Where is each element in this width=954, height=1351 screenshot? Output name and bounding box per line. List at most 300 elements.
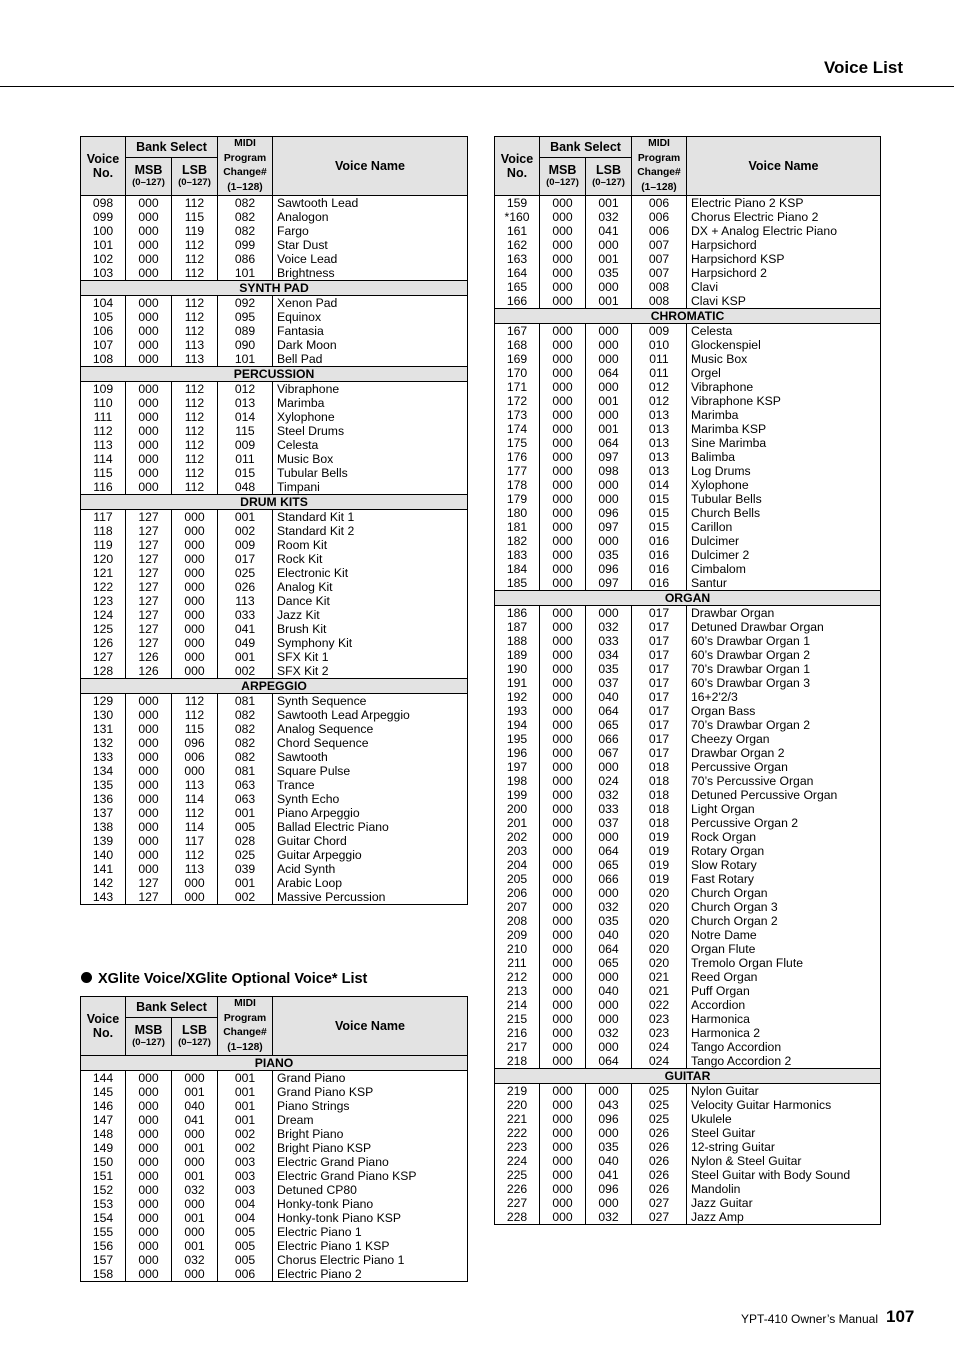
program-change-cell: 006 [218,1267,273,1282]
program-change-cell: 006 [632,224,687,238]
lsb-cell: 024 [586,774,632,788]
voice-no-cell: 139 [81,834,126,848]
voice-no-cell: *160 [495,210,540,224]
voice-name-cell: Sawtooth Lead Arpeggio [273,708,468,722]
program-change-cell: 017 [632,718,687,732]
program-change-cell: 026 [632,1168,687,1182]
voice-no-cell: 200 [495,802,540,816]
lsb-cell: 000 [586,606,632,621]
program-change-cell: 008 [632,294,687,309]
msb-cell: 000 [540,788,586,802]
voice-name-cell: Arabic Loop [273,876,468,890]
program-change-cell: 012 [632,394,687,408]
voice-name-header: Voice Name [273,997,468,1056]
manual-title: YPT-410 Owner’s Manual [741,1312,878,1326]
table-row [81,196,468,211]
voice-no-cell: 180 [495,506,540,520]
voice-name-cell: Room Kit [273,538,468,552]
program-change-cell: 013 [632,450,687,464]
voice-name-cell: Church Organ 2 [687,914,881,928]
voice-no-cell: 120 [81,552,126,566]
lsb-cell: 035 [586,548,632,562]
msb-cell: 000 [540,746,586,760]
program-change-cell: 022 [632,998,687,1012]
voice-no-cell: 217 [495,1040,540,1054]
program-change-cell: 086 [218,252,273,266]
table-row [495,760,881,774]
voice-no-cell: 164 [495,266,540,280]
voice-no-cell: 126 [81,636,126,650]
lsb-cell: 000 [172,1127,218,1141]
msb-cell: 127 [126,636,172,650]
voice-name-cell: Chorus Electric Piano 2 [687,210,881,224]
voice-name-cell: Tubular Bells [273,466,468,480]
msb-cell: 000 [540,380,586,394]
table-row [495,984,881,998]
program-change-cell: 025 [218,848,273,862]
voice-no-cell: 218 [495,1054,540,1069]
lsb-cell: 000 [172,1225,218,1239]
voice-no-cell: 220 [495,1098,540,1112]
msb-cell: 000 [126,480,172,495]
voice-no-cell: 098 [81,196,126,211]
program-change-cell: 010 [632,338,687,352]
msb-cell: 000 [540,844,586,858]
table-row [81,1085,468,1099]
voice-no-cell: 203 [495,844,540,858]
program-change-cell: 001 [218,510,273,525]
voice-name-cell: Jazz Kit [273,608,468,622]
voice-name-cell: Marimba [687,408,881,422]
program-change-cell: 008 [632,280,687,294]
voice-no-cell: 109 [81,382,126,397]
voice-no-cell: 155 [81,1225,126,1239]
program-change-cell: 021 [632,970,687,984]
program-change-cell: 002 [218,524,273,538]
lsb-cell: 000 [172,1197,218,1211]
table-row [495,280,881,294]
table-row [495,210,881,224]
msb-cell: 127 [126,580,172,594]
voice-no-cell: 148 [81,1127,126,1141]
category-label: ARPEGGIO [81,679,468,694]
voice-name-cell: Reed Organ [687,970,881,984]
voice-no-cell: 202 [495,830,540,844]
program-change-cell: 082 [218,196,273,211]
voice-no-cell: 219 [495,1084,540,1099]
voice-name-cell: Synth Sequence [273,694,468,709]
voice-no-cell: 181 [495,520,540,534]
program-change-cell: 089 [218,324,273,338]
msb-cell: 000 [540,970,586,984]
msb-cell: 000 [540,492,586,506]
voice-table-3 [494,136,881,1225]
table-row [81,510,468,525]
table-row [495,872,881,886]
msb-cell: 000 [540,704,586,718]
category-row [495,591,881,606]
table-row [495,506,881,520]
msb-cell: 000 [540,520,586,534]
voice-name-cell: Notre Dame [687,928,881,942]
table-row [495,802,881,816]
table-row [81,608,468,622]
voice-no-cell: 143 [81,890,126,905]
table-row [495,998,881,1012]
voice-name-cell: Dulcimer [687,534,881,548]
category-row [81,495,468,510]
lsb-cell: 041 [172,1113,218,1127]
table-row [495,634,881,648]
program-change-cell: 018 [632,816,687,830]
lsb-cell: 112 [172,238,218,252]
voice-no-cell: 154 [81,1211,126,1225]
msb-cell: 000 [540,858,586,872]
program-change-cell: 014 [218,410,273,424]
lsb-cell: 113 [172,338,218,352]
lsb-cell: 064 [586,704,632,718]
lsb-cell: 096 [586,1112,632,1126]
table-row [81,664,468,679]
voice-name-cell: Sine Marimba [687,436,881,450]
bank-select-header: Bank Select [126,137,218,158]
voice-name-cell: 60’s Drawbar Organ 1 [687,634,881,648]
voice-name-cell: Equinox [273,310,468,324]
voice-no-cell: 136 [81,792,126,806]
voice-name-cell: Piano Strings [273,1099,468,1113]
voice-name-cell: Grand Piano KSP [273,1085,468,1099]
msb-cell: 000 [126,310,172,324]
msb-cell: 000 [126,792,172,806]
table-row [495,606,881,621]
msb-cell: 000 [540,252,586,266]
voice-name-cell: Church Organ 3 [687,900,881,914]
msb-cell: 126 [126,650,172,664]
voice-no-cell: 214 [495,998,540,1012]
msb-cell: 000 [126,722,172,736]
table-row [495,620,881,634]
voice-name-cell: Electric Grand Piano [273,1155,468,1169]
table-row [81,480,468,495]
voice-name-cell: Church Bells [687,506,881,520]
program-change-cell: 082 [218,750,273,764]
voice-no-header: Voice No. [81,137,126,196]
table-row [495,858,881,872]
program-change-cell: 020 [632,928,687,942]
voice-no-cell: 141 [81,862,126,876]
program-change-cell: 015 [218,466,273,480]
table-row [81,410,468,424]
table-row [81,708,468,722]
voice-no-cell: 172 [495,394,540,408]
msb-cell: 000 [126,196,172,211]
voice-name-cell: Percussive Organ 2 [687,816,881,830]
voice-name-cell: Electronic Kit [273,566,468,580]
lsb-cell: 032 [586,1210,632,1225]
voice-name-cell: Drawbar Organ 2 [687,746,881,760]
category-label: PERCUSSION [81,367,468,382]
program-change-cell: 001 [218,1113,273,1127]
voice-no-cell: 189 [495,648,540,662]
program-change-cell: 017 [632,746,687,760]
voice-no-cell: 103 [81,266,126,281]
voice-no-cell: 161 [495,224,540,238]
program-change-cell: 020 [632,900,687,914]
lsb-cell: 035 [586,914,632,928]
voice-no-cell: 107 [81,338,126,352]
program-change-cell: 015 [632,506,687,520]
voice-no-cell: 108 [81,352,126,367]
msb-header: MSB (0–127) [540,157,586,195]
voice-no-cell: 101 [81,238,126,252]
lsb-cell: 032 [586,210,632,224]
table-header [495,137,881,196]
voice-name-cell: Vibraphone [273,382,468,397]
lsb-cell: 000 [586,338,632,352]
msb-cell: 000 [126,352,172,367]
msb-cell: 000 [126,1071,172,1086]
program-change-cell: 082 [218,224,273,238]
program-change-cell: 026 [632,1140,687,1154]
msb-cell: 000 [540,224,586,238]
program-change-cell: 002 [218,1127,273,1141]
msb-cell: 000 [540,1054,586,1069]
program-change-cell: 007 [632,238,687,252]
category-row [81,367,468,382]
msb-cell: 000 [126,252,172,266]
table-row [495,534,881,548]
voice-name-cell: Light Organ [687,802,881,816]
table-row [495,956,881,970]
msb-cell: 000 [540,280,586,294]
voice-name-cell: Ballad Electric Piano [273,820,468,834]
msb-cell: 000 [126,1141,172,1155]
table-row [495,464,881,478]
lsb-cell: 032 [586,900,632,914]
msb-cell: 127 [126,552,172,566]
voice-name-cell: Guitar Arpeggio [273,848,468,862]
msb-cell: 127 [126,594,172,608]
program-change-cell: 005 [218,1225,273,1239]
category-label: CHROMATIC [495,309,881,324]
table-row [495,338,881,352]
voice-name-cell: Harmonica [687,1012,881,1026]
voice-no-cell: 134 [81,764,126,778]
msb-cell: 000 [540,1026,586,1040]
table-row [495,1040,881,1054]
lsb-cell: 000 [172,1155,218,1169]
voice-table-1 [80,136,468,905]
msb-cell: 000 [540,562,586,576]
table-row [81,452,468,466]
table-row [495,704,881,718]
table-row [81,1099,468,1113]
program-change-cell: 001 [218,876,273,890]
voice-no-cell: 196 [495,746,540,760]
voice-no-cell: 179 [495,492,540,506]
lsb-cell: 000 [586,760,632,774]
voice-no-cell: 153 [81,1197,126,1211]
voice-name-cell: Chorus Electric Piano 1 [273,1253,468,1267]
table-row [495,520,881,534]
voice-no-cell: 137 [81,806,126,820]
voice-name-cell: Steel Guitar with Body Sound [687,1168,881,1182]
lsb-cell: 000 [172,524,218,538]
voice-name-cell: Standard Kit 2 [273,524,468,538]
voice-no-cell: 100 [81,224,126,238]
msb-cell: 000 [540,886,586,900]
lsb-cell: 000 [586,1040,632,1054]
voice-name-cell: Carillon [687,520,881,534]
voice-no-cell: 133 [81,750,126,764]
program-change-cell: 081 [218,694,273,709]
lsb-cell: 001 [172,1141,218,1155]
program-change-cell: 012 [632,380,687,394]
voice-no-cell: 201 [495,816,540,830]
table-row [495,718,881,732]
page-number: 107 [886,1307,915,1326]
lsb-cell: 113 [172,352,218,367]
table-row [81,310,468,324]
table-row [81,438,468,452]
msb-cell: 000 [126,1085,172,1099]
table-row [81,396,468,410]
program-change-cell: 026 [632,1126,687,1140]
voice-no-header: Voice No. [81,997,126,1056]
voice-name-cell: Analog Kit [273,580,468,594]
table-header [81,137,468,196]
table-row [495,1012,881,1026]
lsb-cell: 000 [172,538,218,552]
table-row [81,594,468,608]
lsb-cell: 037 [586,676,632,690]
msb-cell: 000 [540,1140,586,1154]
voice-no-cell: 169 [495,352,540,366]
msb-cell: 000 [540,998,586,1012]
voice-no-cell: 142 [81,876,126,890]
voice-name-cell: Harpsichord KSP [687,252,881,266]
program-change-cell: 049 [218,636,273,650]
table-row [81,750,468,764]
voice-name-cell: Analogon [273,210,468,224]
program-change-cell: 063 [218,778,273,792]
voice-name-cell: Timpani [273,480,468,495]
voice-no-cell: 183 [495,548,540,562]
voice-no-cell: 223 [495,1140,540,1154]
msb-cell: 000 [540,620,586,634]
msb-cell: 000 [126,1169,172,1183]
lsb-cell: 113 [172,778,218,792]
lsb-cell: 000 [586,830,632,844]
table-row [495,196,881,211]
program-change-cell: 017 [632,690,687,704]
lsb-cell: 097 [586,450,632,464]
voice-name-cell: Harpsichord 2 [687,266,881,280]
program-change-cell: 025 [632,1112,687,1126]
voice-no-cell: 193 [495,704,540,718]
table-row [495,294,881,309]
lsb-cell: 001 [172,1085,218,1099]
lsb-cell: 032 [586,620,632,634]
table-row [81,538,468,552]
program-change-cell: 003 [218,1155,273,1169]
table-row [495,562,881,576]
voice-name-cell: Symphony Kit [273,636,468,650]
program-change-cell: 020 [632,886,687,900]
category-row [81,281,468,296]
voice-no-cell: 150 [81,1155,126,1169]
lsb-cell: 112 [172,324,218,338]
voice-no-cell: 173 [495,408,540,422]
msb-cell: 000 [540,238,586,252]
lsb-cell: 096 [586,506,632,520]
voice-name-cell: DX + Analog Electric Piano [687,224,881,238]
lsb-cell: 032 [172,1253,218,1267]
lsb-cell: 096 [586,1182,632,1196]
category-label: DRUM KITS [81,495,468,510]
voice-name-cell: Church Organ [687,886,881,900]
msb-cell: 000 [126,1253,172,1267]
msb-cell: 000 [540,830,586,844]
voice-no-cell: 204 [495,858,540,872]
lsb-cell: 112 [172,452,218,466]
program-change-cell: 115 [218,424,273,438]
table-row [81,650,468,664]
program-change-cell: 007 [632,266,687,280]
table-row [81,806,468,820]
voice-no-cell: 112 [81,424,126,438]
table-row [495,1140,881,1154]
midi-program-change-header: MIDI Program Change# (1–128) [632,137,687,196]
section-title: XGlite Voice/XGlite Optional Voice* List [81,971,367,987]
program-change-cell: 048 [218,480,273,495]
voice-name-cell: Detuned Drawbar Organ [687,620,881,634]
program-change-cell: 013 [218,396,273,410]
lsb-cell: 000 [586,534,632,548]
msb-cell: 000 [540,576,586,591]
msb-cell: 127 [126,608,172,622]
voice-name-cell: Music Box [687,352,881,366]
lsb-cell: 112 [172,480,218,495]
program-change-cell: 018 [632,774,687,788]
voice-name-cell: Nylon Guitar [687,1084,881,1099]
voice-name-cell: Xylophone [687,478,881,492]
voice-name-cell: Bright Piano KSP [273,1141,468,1155]
table-row [81,382,468,397]
voice-no-cell: 188 [495,634,540,648]
lsb-cell: 000 [172,622,218,636]
program-change-cell: 007 [632,252,687,266]
lsb-cell: 000 [586,970,632,984]
table-row [495,900,881,914]
msb-cell: 127 [126,524,172,538]
voice-name-cell: Star Dust [273,238,468,252]
table-row [81,722,468,736]
voice-name-cell: Brush Kit [273,622,468,636]
table-row [81,848,468,862]
table-row [81,1127,468,1141]
voice-no-cell: 115 [81,466,126,480]
program-change-cell: 090 [218,338,273,352]
program-change-cell: 016 [632,548,687,562]
msb-cell: 000 [540,942,586,956]
lsb-cell: 000 [172,608,218,622]
msb-cell: 000 [540,690,586,704]
table-row [81,834,468,848]
voice-name-cell: Honky-tonk Piano [273,1197,468,1211]
lsb-cell: 041 [586,224,632,238]
program-change-cell: 025 [632,1098,687,1112]
